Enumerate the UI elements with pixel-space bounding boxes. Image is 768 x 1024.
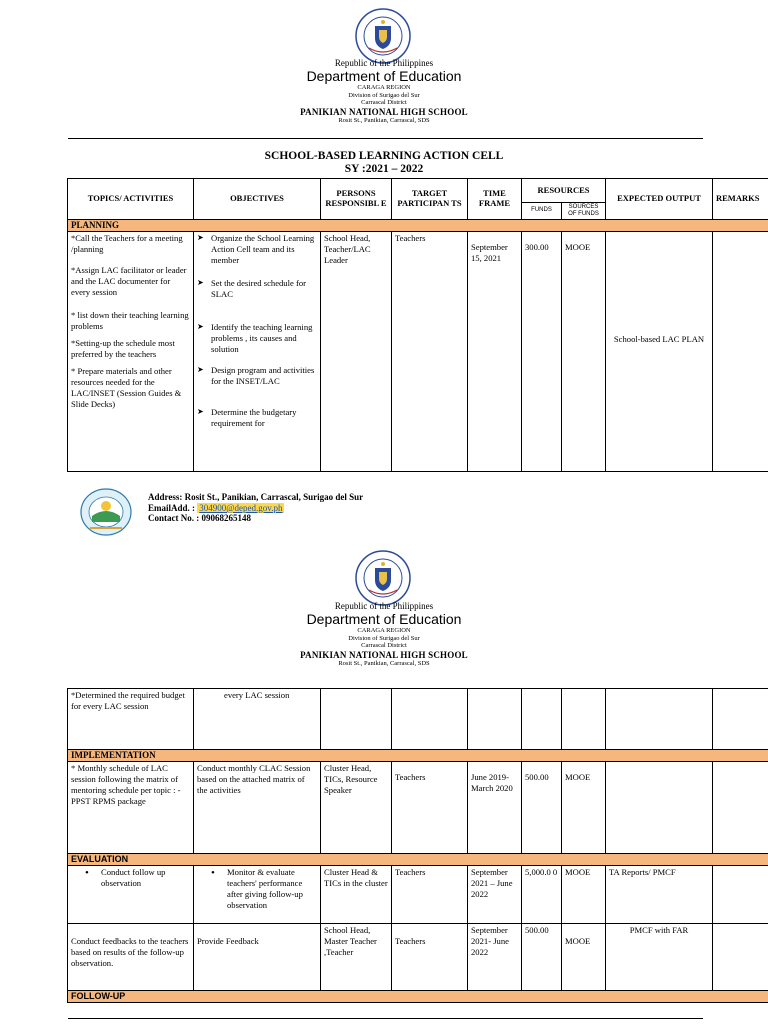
topics-cell [68,866,194,924]
section-label: FOLLOW-UP [68,991,768,1003]
lac-plan-table [67,178,768,472]
school-address: Rosit St., Panikian, Carrascal, SDS [338,117,430,125]
list-item: ➤ Identify the teaching learning problems , its causes and solution [197,322,317,355]
list-item: ➤ Design program and activities for the INSET/LAC [197,365,317,387]
col-sources: SOURCES OF FUNDS [562,203,606,220]
col-time: TIME FRAME [468,179,522,220]
target-cell: Teachers [392,866,468,924]
deped-seal-icon [355,8,411,64]
contact-label: Contact No. [148,513,194,524]
district-text: Carrascal District [361,99,407,107]
page-footer [80,488,480,538]
school-name: PANIKIAN NATIONAL HIGH SCHOOL [300,106,468,117]
school-address: Rosit St., Panikian, Carrascal, SDS [338,660,430,668]
letterhead [0,601,768,668]
republic-text: Republic of the Philippines [334,58,434,68]
list-item: * Prepare materials and other resources needed for the LAC/INSET (Session Guides & Slide Decks) [71,365,182,409]
col-output: EXPECTED OUTPUT [606,179,713,220]
funds-cell: 5,000.0 0 [522,866,562,924]
persons-cell: School Head, Teacher/LAC Leader [321,231,392,471]
time-cell: September 2021 – June 2022 [468,866,522,924]
col-objectives: OBJECTIVES [194,179,321,220]
table-header-row [68,179,768,203]
funds-cell: 300.00 [522,231,562,471]
topics-cell: *Determined the required budget for every LAC session [68,689,194,750]
republic-text: Republic of the Philippines [334,601,434,611]
email-link[interactable]: 304900@deped.gov.ph [199,502,283,513]
time-cell: September 15, 2021 [468,231,522,471]
persons-cell: School Head, Master Teacher ,Teacher [321,924,392,991]
col-target: TARGET PARTICIPAN TS [392,179,468,220]
section-row-evaluation [68,854,768,866]
letterhead [0,58,768,125]
objectives-cell: every LAC session [194,689,321,750]
topics-cell: Conduct feedbacks to the teachers based on results of the follow-up observation. [68,924,194,991]
funds-cell: 500.00 [522,924,562,991]
table-row [68,689,768,750]
department-text: Department of Education [306,611,462,628]
col-persons: PERSONS RESPONSIBL E [321,179,392,220]
sources-cell: MOOE [562,231,606,471]
output-cell: School-based LAC PLAN [606,231,713,471]
district-text: Carrascal District [361,642,407,650]
topics-cell [68,231,194,471]
footer-contact-block: Address: Rosit St., Panikian, Carrascal, Surigao del Sur EmailAdd. : 304900@deped.gov.ph Contact No. : 09068265148 [148,492,364,524]
list-item: • Conduct follow up observation [71,867,190,889]
persons-cell: Cluster Head & TICs in the cluster [321,866,392,924]
table-row [68,231,768,471]
section-row-planning [68,219,768,231]
col-remarks: REMARKS [713,179,768,220]
col-topics: TOPICS/ ACTIVITIES [68,179,194,220]
target-cell: Teachers [392,231,468,471]
deped-seal-icon [355,550,411,606]
section-row-implementation [68,750,768,762]
sources-cell: MOOE [562,866,606,924]
output-cell: TA Reports/ PMCF [606,866,713,924]
header-divider [68,138,703,139]
table-row [68,866,768,924]
department-text: Department of Education [306,68,462,85]
remarks-cell [713,231,768,471]
objectives-cell [194,866,321,924]
objectives-cell: Provide Feedback [194,924,321,991]
address-label: Address: [148,492,183,502]
lac-plan-table-continued [67,688,768,1003]
title-line-2: SY :2021 – 2022 [344,163,424,176]
list-item: • Monitor & evaluate teachers' performance after giving follow-up observation [197,867,317,911]
col-funds: FUNDS [522,203,562,220]
region-text: CARAGA REGION [357,84,411,92]
list-item: ➤ Determine the budgetary requirement for [197,407,317,429]
objectives-cell: Conduct monthly CLAC Session based on the attached matrix of the activities [194,762,321,854]
list-item: *Call the Teachers for a meeting /planning [71,232,183,254]
list-item: ➤ Set the desired schedule for SLAC [197,278,317,300]
section-row-followup [68,991,768,1003]
list-item: * list down their teaching learning problems [71,309,189,331]
objectives-cell [194,231,321,471]
col-resources: RESOURCES [522,179,606,203]
contact-value: 09068265148 [201,513,251,524]
school-name: PANIKIAN NATIONAL HIGH SCHOOL [300,649,468,660]
email-label: EmailAdd. [148,502,190,513]
output-cell: PMCF with FAR [606,924,713,991]
school-logo-icon [80,488,132,536]
section-label: PLANNING [68,219,768,231]
time-cell: June 2019- March 2020 [468,762,522,854]
table-row [68,762,768,854]
funds-cell: 500.00 [522,762,562,854]
address-value: Rosit St., Panikian, Carrascal, Surigao del Sur [184,492,364,502]
sources-cell: MOOE [562,762,606,854]
topics-cell: * Monthly schedule of LAC session following the matrix of mentoring schedule per topic : -PPST RPMS package [68,762,194,854]
list-item: *Assign LAC facilitator or leader and the LAC documenter for every session [71,264,187,297]
division-text: Division of Surigao del Sur [348,91,420,99]
page-bottom-divider [68,1018,703,1019]
target-cell: Teachers [392,924,468,991]
persons-cell: Cluster Head, TICs, Resource Speaker [321,762,392,854]
target-cell: Teachers [392,762,468,854]
list-item: *Setting-up the schedule most preferred by the teachers [71,337,175,359]
list-item: ➤ Organize the School Learning Action Cell team and its member [197,233,317,266]
sources-cell: MOOE [562,924,606,991]
document-title [0,150,768,176]
title-line-1: SCHOOL-BASED LEARNING ACTION CELL [264,150,504,162]
section-label: EVALUATION [68,854,768,866]
section-label: IMPLEMENTATION [68,750,768,762]
region-text: CARAGA REGION [357,627,411,635]
table-row [68,924,768,991]
time-cell: September 2021- June 2022 [468,924,522,991]
division-text: Division of Surigao del Sur [348,634,420,642]
